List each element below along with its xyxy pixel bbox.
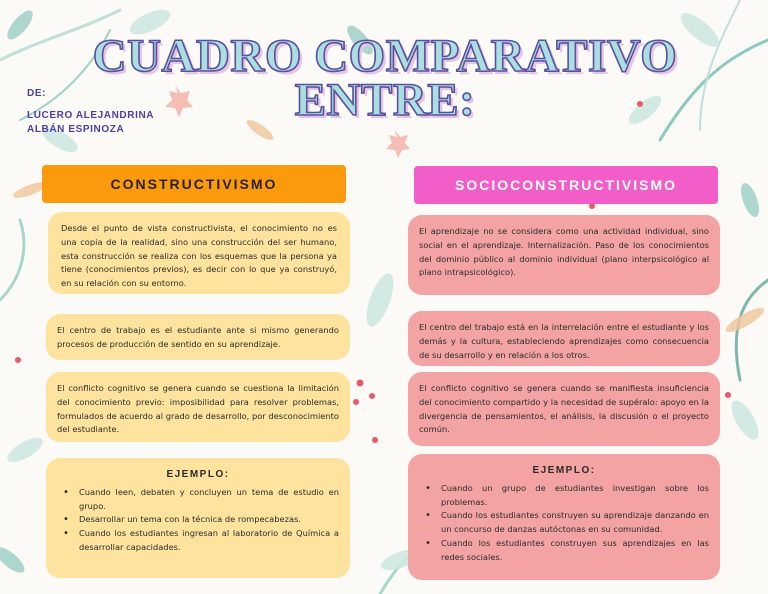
list-item: • Cuando leen, debaten y concluyen un tema de estudio en grupo. [57, 486, 339, 514]
leaf-branch-left [0, 220, 24, 300]
constructivismo-example-card [46, 458, 350, 578]
list-item: • Desarrollar un tema con la técnica de rompecabezas. [57, 513, 339, 527]
author-name-line2: ALBÁN ESPINOZA [27, 124, 125, 135]
example-list [419, 482, 709, 565]
socioconstructivismo-header: SOCIOCONSTRUCTIVISMO [414, 166, 718, 204]
author-name-line1: LUCERO ALEJANDRINA [27, 110, 155, 121]
example-title: EJEMPLO: [166, 469, 230, 480]
socioconstructivismo-cognitive-conflict-card: El conflicto cognitivo se genera cuando se manifiesta insuficiencia del conocimiento compartido y la necesidad de supéralo: apoyo en la divergencia de pensamientos, el análisis, la discusión o el proyecto común. [408, 372, 720, 446]
constructivismo-work-center-card: El centro de trabajo es el estudiante ante si mismo generando procesos de producción de sentido en su aprendizaje. [46, 314, 350, 360]
example-list [57, 486, 339, 555]
page-title: CUADRO COMPARATIVO ENTRE: [92, 30, 678, 126]
socioconstructivismo-example-card [408, 454, 720, 580]
constructivismo-cognitive-conflict-card: El conflicto cognitivo se genera cuando se cuestiona la limitación del conocimiento previo: imposibilidad para resolver problemas, formulados de acuerdo al grado de desarrollo, por desconocimiento del estudiante. [46, 372, 350, 442]
list-item: • Cuando los estudiantes ingresan al laboratorio de Química a desarrollar capacidades. [57, 527, 339, 555]
list-item: • Cuando los estudiantes construyen sus aprendizajes en las redes sociales. [419, 537, 709, 565]
constructivismo-definition-card: Desde el punto de vista constructivista, el conocimiento no es una copia de la realidad, sino una construcción del ser humano, esta construcción se realiza con los esquemas que la persona ya tiene (conocimientos previos), es decir con lo que ya construyó, en su relación con su entorno. [48, 212, 350, 294]
constructivismo-header: CONSTRUCTIVISMO [42, 165, 346, 203]
socioconstructivismo-work-center-card: El centro del trabajo está en la interrelación entre el estudiante y los demás y la cultura, estableciendo aprendizajes como consecuencia de su desarrollo y en relación a los otros. [408, 311, 720, 366]
author-label: DE: [27, 88, 47, 99]
example-title: EJEMPLO: [532, 465, 596, 476]
list-item: • Cuando un grupo de estudiantes investigan sobre los problemas. [419, 482, 709, 510]
socioconstructivismo-definition-card: El aprendizaje no se considera como una actividad individual, sino social en el aprendizaje. Internalización. Paso de los conocimientos del dominio público al dominio individual (plano interpsicológico al plano intrapsicológico). [408, 215, 720, 295]
author-block [27, 87, 154, 137]
leaf-branch-right [736, 280, 768, 380]
list-item: • Cuando los estudiantes construyen su aprendizaje danzando en un concurso de danzas autóctonas en su comunidad. [419, 509, 709, 537]
